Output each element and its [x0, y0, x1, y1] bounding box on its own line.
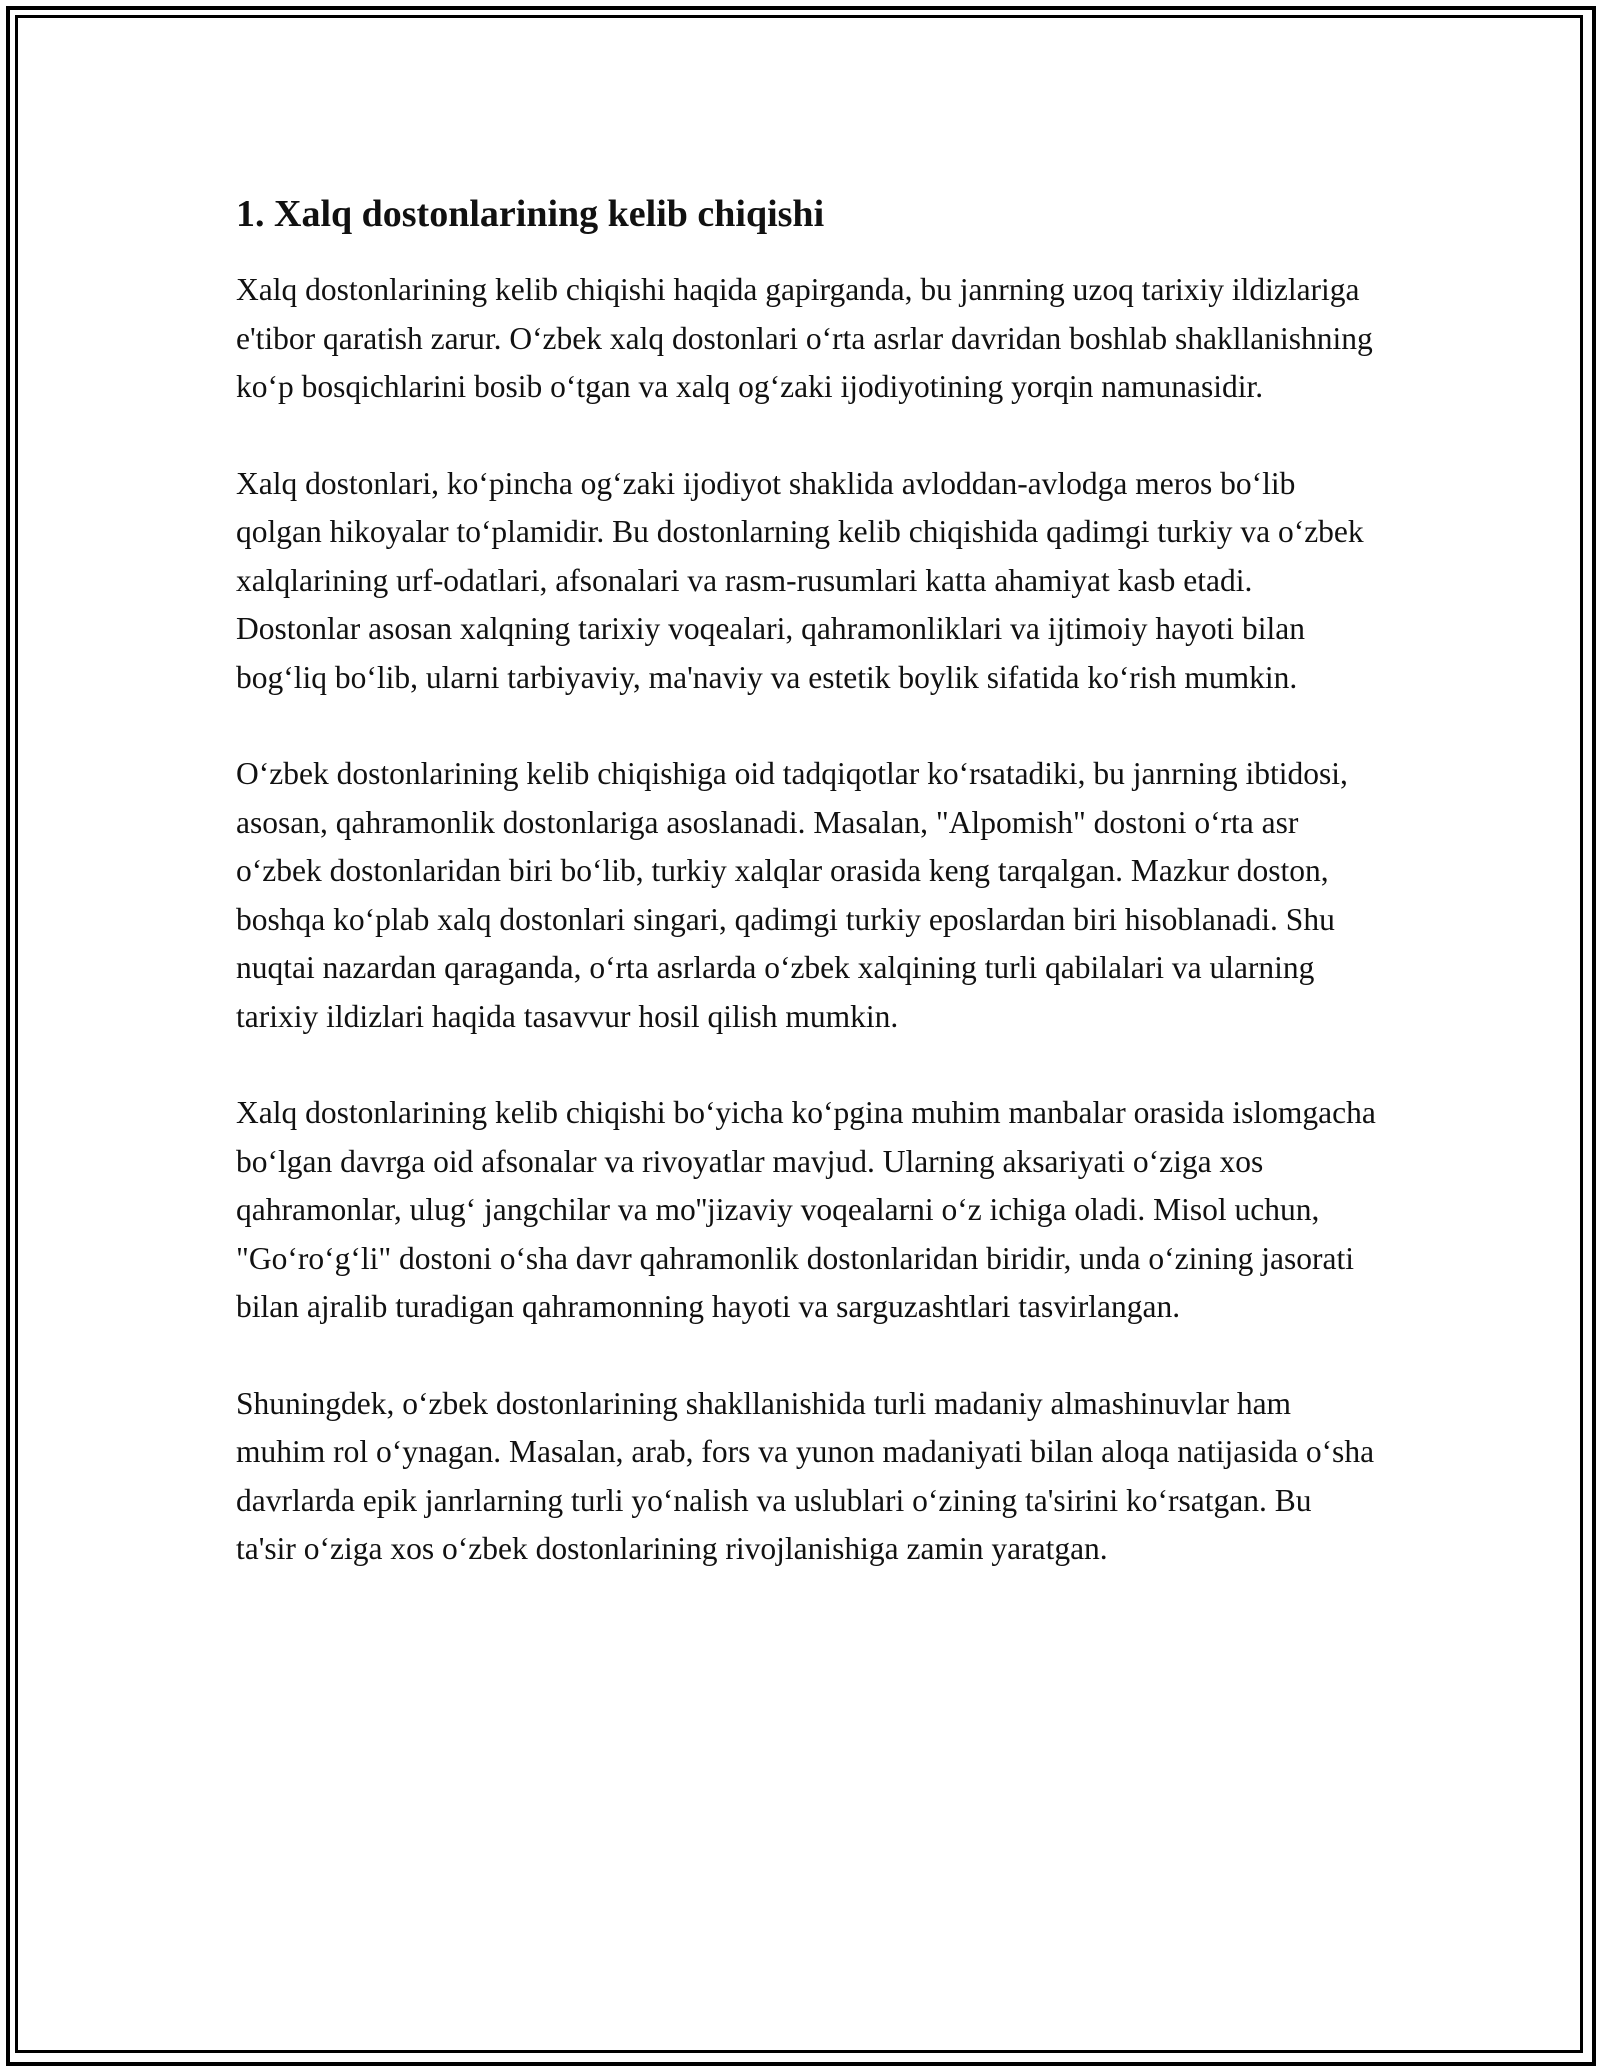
paragraph-1: Xalq dostonlarining kelib chiqishi haqida gapirganda, bu janrning uzoq tarixiy ildizlariga e'tibor qaratish zarur. O‘zbek xalq dostonlari o‘rta asrlar davridan boshlab shakllanishning ko‘p bosqichlarini bosib o‘tgan va xalq og‘zaki ijodiyotining yorqin namunasidir. [236, 272, 1373, 404]
document-body [236, 190, 1376, 1622]
paragraph-3: O‘zbek dostonlarining kelib chiqishiga oid tadqiqotlar ko‘rsatadiki, bu janrning ibtidosi, asosan, qahramonlik dostonlariga asoslanadi. Masalan, "Alpomish" dostoni o‘rta asr o‘zbek dostonlaridan biri bo‘lib, turkiy xalqlar orasida keng tarqalgan. Mazkur doston, boshqa ko‘plab xalq dostonlari singari, qadimgi turkiy eposlardan biri hisoblanadi. Shu nuqtai nazardan qaraganda, o‘rta asrlarda o‘zbek xalqining turli qabilalari va ularning tarixiy ildizlari haqida tasavvur hosil qilish mumkin. [236, 756, 1348, 1034]
section-title: 1. Xalq dostonlarining kelib chiqishi [236, 193, 825, 235]
paragraph-4: Xalq dostonlarining kelib chiqishi bo‘yicha ko‘pgina muhim manbalar orasida islomgacha bo‘lgan davrga oid afsonalar va rivoyatlar mavjud. Ularning aksariyati o‘ziga xos qahramonlar, ulug‘ jangchilar va mo''jizaviy voqealarni o‘z ichiga oladi. Misol uchun, "Go‘ro‘g‘li" dostoni o‘sha davr qahramonlik dostonlaridan biridir, unda o‘zining jasorati bilan ajralib turadigan qahramonning hayoti va sarguzashtlari tasvirlangan. [236, 1095, 1376, 1324]
paragraph-2: Xalq dostonlari, ko‘pincha og‘zaki ijodiyot shaklida avloddan-avlodga meros bo‘lib qolgan hikoyalar to‘plamidir. Bu dostonlarning kelib chiqishida qadimgi turkiy va o‘zbek xalqlarining urf-odatlari, afsonalari va rasm-rusumlari katta ahamiyat kasb etadi. Dostonlar asosan xalqning tarixiy voqealari, qahramonliklari va ijtimoiy hayoti bilan bog‘liq bo‘lib, ularni tarbiyaviy, ma'naviy va estetik boylik sifatida ko‘rish mumkin. [236, 465, 1364, 695]
paragraph-5: Shuningdek, o‘zbek dostonlarining shakllanishida turli madaniy almashinuvlar ham muhim rol o‘ynagan. Masalan, arab, fors va yunon madaniyati bilan aloqa natijasida o‘sha davrlarda epik janrlarning turli yo‘nalish va uslublari o‘zining ta'sirini ko‘rsatgan. Bu ta'sir o‘ziga xos o‘zbek dostonlarining rivojlanishiga zamin yaratgan. [236, 1385, 1375, 1566]
